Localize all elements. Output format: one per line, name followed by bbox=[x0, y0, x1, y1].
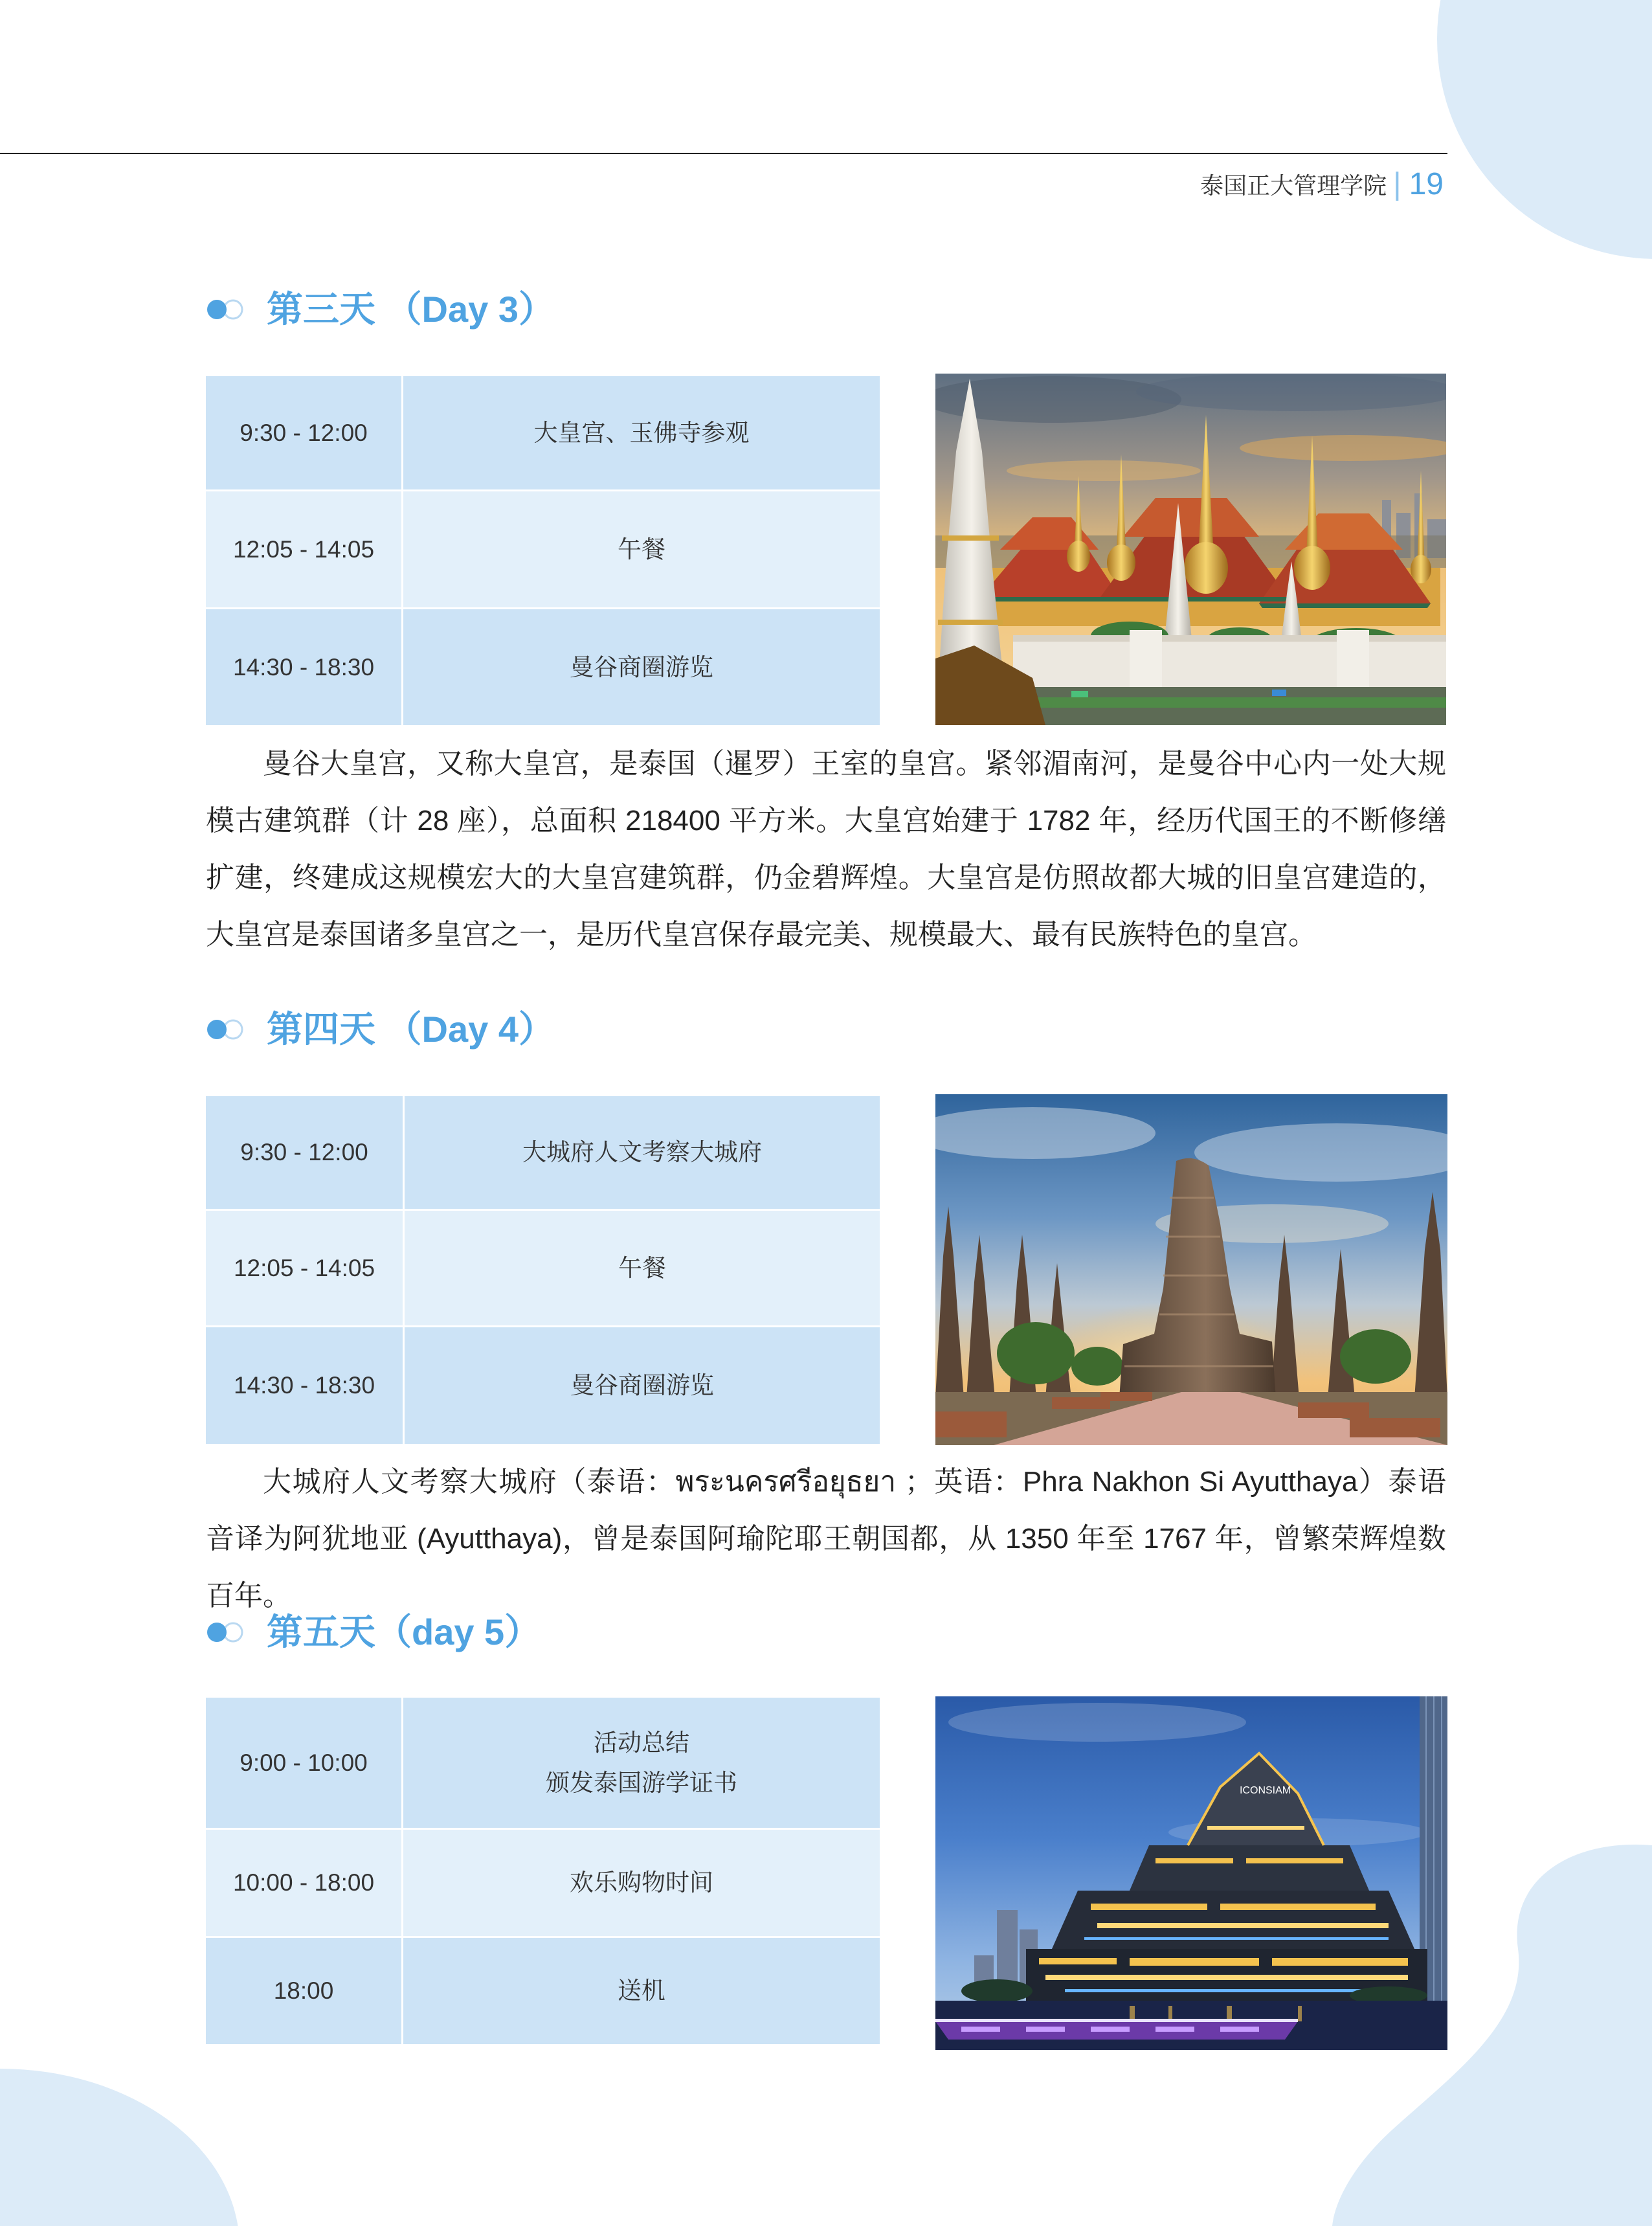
activity-cell bbox=[403, 1698, 880, 1828]
page-number: 19 bbox=[1409, 166, 1444, 201]
day5-schedule-table bbox=[206, 1698, 880, 2044]
grand-palace-photo bbox=[935, 374, 1446, 725]
building-sign: ICONSIAM bbox=[1240, 1785, 1291, 1796]
river bbox=[935, 2001, 1447, 2050]
time-cell: 10:00 - 18:00 bbox=[206, 1830, 403, 1936]
running-header bbox=[1200, 163, 1444, 205]
top-right-blob bbox=[1437, 0, 1652, 259]
activity-line: 颁发泰国游学证书 bbox=[546, 1769, 737, 1796]
table-row bbox=[206, 1211, 880, 1327]
activity-cell: 大皇宫、玉佛寺参观 bbox=[403, 376, 880, 489]
activity-cell: 送机 bbox=[403, 1938, 880, 2044]
activity-cell: 大城府人文考察大城府 bbox=[405, 1096, 880, 1209]
activity-cell: 欢乐购物时间 bbox=[403, 1830, 880, 1936]
ayutthaya-photo bbox=[935, 1094, 1447, 1445]
time-cell: 9:00 - 10:00 bbox=[206, 1698, 403, 1828]
toggle-dot-icon bbox=[206, 1621, 245, 1644]
activity-cell: 曼谷商圈游览 bbox=[403, 609, 880, 725]
table-row bbox=[206, 1698, 880, 1830]
table-row bbox=[206, 376, 880, 491]
day4-title: 第四天 （Day 4） bbox=[267, 1009, 555, 1050]
header-separator: | bbox=[1393, 166, 1401, 201]
activity-cell: 曼谷商圈游览 bbox=[405, 1327, 880, 1444]
header-rule bbox=[0, 153, 1447, 154]
school-name: 泰国正大管理学院 bbox=[1200, 172, 1387, 199]
activity-cell: 午餐 bbox=[403, 491, 880, 607]
time-cell: 12:05 - 14:05 bbox=[206, 1211, 405, 1325]
table-row bbox=[206, 1096, 880, 1211]
time-cell: 9:30 - 12:00 bbox=[206, 1096, 405, 1209]
time-cell: 12:05 - 14:05 bbox=[206, 491, 403, 607]
table-row bbox=[206, 491, 880, 609]
day4-schedule-table bbox=[206, 1096, 880, 1444]
activity-cell: 午餐 bbox=[405, 1211, 880, 1325]
activity-line: 活动总结 bbox=[594, 1729, 689, 1756]
time-cell: 14:30 - 18:30 bbox=[206, 1327, 405, 1444]
table-row bbox=[206, 609, 880, 725]
day3-title: 第三天 （Day 3） bbox=[267, 289, 555, 330]
time-cell: 14:30 - 18:30 bbox=[206, 609, 403, 725]
table-row bbox=[206, 1327, 880, 1444]
table-row bbox=[206, 1830, 880, 1938]
bottom-left-blob bbox=[0, 2069, 240, 2226]
day3-schedule-table bbox=[206, 376, 880, 725]
time-cell: 9:30 - 12:00 bbox=[206, 376, 403, 489]
day4-description: 大城府人文考察大城府（泰语：พระนครศรีอยุธยา ；英语：Phra Nakhon Si Ayutthaya）泰语音译为阿犹地亚 (Ayutthaya)，曾是泰国阿瑜陀耶王朝国都，从 1350 年至 1767 年，曾繁荣辉煌数百年。 bbox=[206, 1466, 1446, 1612]
time-cell: 18:00 bbox=[206, 1938, 403, 2044]
table-row bbox=[206, 1938, 880, 2044]
iconsiam-photo bbox=[935, 1696, 1447, 2050]
day3-description: 曼谷大皇宫，又称大皇宫，是泰国（暹罗）王室的皇宫。紧邻湄南河，是曼谷中心内一处大规模古建筑群（计 28 座），总面积 218400 平方米。大皇宫始建于 1782 年，经历代国王的不断修缮扩建，终建成这规模宏大的大皇宫建筑群，仍金碧辉煌。大皇宫是仿照故都大城的旧皇宫建造的，大皇宫是泰国诸多皇宫之一，是历代皇宫保存最完美、规模最大、最有民族特色的皇宫。 bbox=[206, 748, 1446, 950]
palace-wall bbox=[1013, 630, 1446, 688]
day5-title: 第五天（day 5） bbox=[267, 1612, 541, 1652]
toggle-dot-icon bbox=[206, 298, 245, 321]
toggle-dot-icon bbox=[206, 1018, 245, 1041]
